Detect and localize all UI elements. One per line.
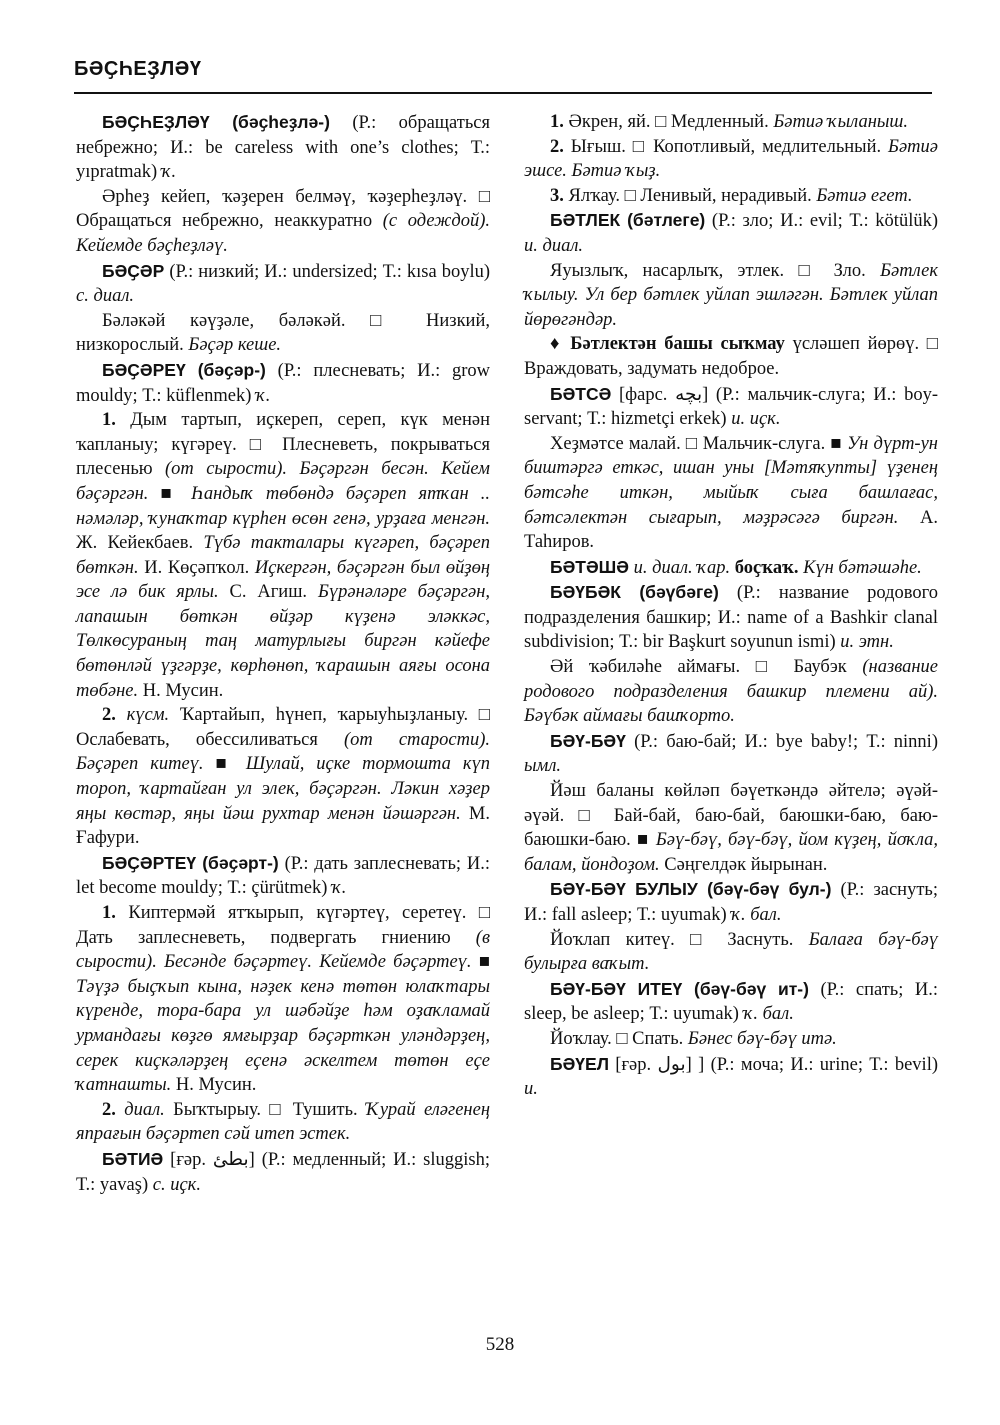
entry-basharey-head: БӘҪӘРЕҮ (бәҫәр-) (Р.: плесневать; И.: grow mouldy; Т.: küflenmek) ҡ. bbox=[76, 359, 491, 406]
entry-batsa-head: БӘТСӘ [фарс. بچه] (Р.: мальчик-слуга; И.: boy-servant; Т.: hizmetçi erkek) и. иҫк. bbox=[524, 383, 938, 430]
entry-basharey-sense-2: 2. күсм. Ҡартайып, һүнеп, ҡарыуһыҙланыу. □ Ослабевать, обессиливаться (от старости). Бәҫәреп китеү. ■ Шулай, иҫке тормошта күп тороп, ҡартайған ул элек, бәҫәргән. Ләкин хәҙер яңы көстәр, яңы йәш рухтар менән йәшәргән. М. Ғафури. bbox=[76, 705, 491, 849]
left-column bbox=[76, 110, 490, 1197]
header-rule bbox=[74, 92, 932, 94]
entry-batlek-idiom: ♦ Бәтлектән башы сыҡмау үсләшеп йөрөү. □ Враждовать, задумать недоброе. bbox=[524, 334, 938, 379]
entry-batlek-head: БӘТЛЕК (бәтлеге) (Р.: зло; И.: evil; Т.: kötülük) и. диал. bbox=[524, 210, 938, 256]
running-head: БӘҪҺЕҘЛӘҮ bbox=[74, 58, 202, 80]
entry-bashar-sense: Бәләкәй кәүҙәле, бәләкәй. □ Низкий, низкорослый. Бәҫәр кеше. bbox=[76, 310, 490, 356]
entry-batia-sense-2: 2. Ығыш. □ Копотливый, медлительный. Бәтиә эшсе. Бәтиә ҡыҙ. bbox=[524, 136, 938, 182]
entry-basharey-sense-1: 1. Дым тартып, иҫкереп, сереп, күк менән ҡапланыу; күгәреү. □ Плесневеть, покрываться плесенью (от сырости). Бәҫәргән бесән. Кейем бәҫәргән. ■ Һандыҡ төбөндә бәҫәреп ятҡан .. нәмәләр, ҡунаҡтар күрһен өсөн генә, урҙаға менгән. Ж. Кейекбаев. Түбә такталары күгәреп, бәҫәреп бөткән. И. Көҫәпҡол. Иҫкергән, бәҫәргән был өйҙөң эсе лә бик ярлы. С. Агиш. Бүрәнәләре бәҫәргән, лапашын бөткән өйҙәр күҙенә эләккәс, Төлкөсураның таң матурлығы биргән кәйефе бөтөнләй үҙгәрҙе, көрһөнөп, ҡарашын аяғы осона төбәне. Н. Мусин. bbox=[76, 410, 491, 701]
entry-bau-bau-sense: Йәш баланы көйләп бәүеткәндә әйтелә; әүәй-әүәй. □ Бай-бай, баю-бай, баюшки-баю, баю-баюшки-баю. ■ Бәү-бәү, бәү-бәү, йом күҙең, йоҡла, балам, йондоҙом. Сәңгелдәк йырынан. bbox=[524, 781, 938, 875]
entry-bashartey-sense-1: 1. Киптермәй ятҡырып, күгәртеү, серетеү. □ Дать заплесневеть, подвергать гниению (в сырости). Бесәнде бәҫәртеү. Кейемде бәҫәртеү. ■ Тәүҙә быҫҡып кына, нәҙек кенә төтөн юлаҡтары күренде, тора-бара ул шәбәйҙе һәм оҙаҡламай урмандағы көҙгө ямғырҙар бәҫәрткән уләндәрҙең, серек киҫкәләрҙең еҫенә әскелтем төтөн еҫе ҡатнашты. Н. Мусин. bbox=[76, 903, 490, 1096]
entry-batia-head: БӘТИӘ [ғәр. بطئ] (Р.: медленный; И.: sluggish; Т.: yavaş) с. иҫк. bbox=[76, 1148, 490, 1195]
entry-bau-bau-iteu-head: БӘҮ-БӘҮ ИТЕҮ (бәү-бәү ит-) (Р.: спать; И.: sleep, be asleep; Т.: uyumak) ҡ. бал. bbox=[524, 978, 938, 1025]
entry-batsa-sense: Хеҙмәтсе малай. □ Мальчик-слуга. ■ Ун дүрт-ун биштәргә еткәс, ишан уны [Мәтяҡупты] үҙенең бәтсәһе иткән, мыйыҡ сыға башлағас, бәтсәлектән сығарып, мәҙрәсәгә биргән. А. Таһиров. bbox=[524, 433, 938, 553]
entry-bau-bau-buliu-head: БӘҮ-БӘҮ БУЛЫУ (бәү-бәү бул-) (Р.: заснуть; И.: fall asleep; Т.: uyumak) ҡ. бал. bbox=[524, 879, 938, 925]
entry-bau-bau-head: БӘҮ-БӘҮ (Р.: баю-бай; И.: bye baby!; Т.: ninni) ымл. bbox=[524, 730, 938, 777]
entry-baubak-head: БӘҮБӘК (бәүбәге) (Р.: название родового подразделения башкир; И.: name of a Bashkir clanal subdivision; Т.: bir Başkurt soyunun ismi) и. этн. bbox=[524, 582, 938, 653]
entry-bau-bau-buliu-sense: Йоҡлап китеү. □ Заснуть. Балаға бәү-бәү булырға ваҡыт. bbox=[524, 929, 938, 975]
page-number: 528 bbox=[485, 1334, 515, 1355]
entry-bashezlau-head: БӘҪҺЕҘЛӘҮ (бәҫһеҙлә-) (Р.: обращаться небрежно; И.: be careless with one’s clothes; Т.: yıpratmak) ҡ. bbox=[76, 112, 491, 183]
entry-bashezlau-sense: Әрһеҙ кейеп, ҡәҙерен белмәү, ҡәҙерһеҙләү. □ Обращаться небрежно, неаккуратно (с одеждой). Кейемде бәҫһеҙләү. bbox=[76, 186, 490, 256]
entry-bau-bau-iteu-sense: Йоҡлау. □ Спать. Бәнес бәү-бәү итә. bbox=[550, 1028, 837, 1049]
entry-batlek-sense: Яуызлыҡ, насарлыҡ, этлек. □ Зло. Бәтлек ҡылыу. Ул бер бәтлек уйлап эшләгән. Бәтлек уйлап йөрөгәндәр. bbox=[524, 260, 938, 330]
entry-batia-sense-1: 1. Әкрен, яй. □ Медленный. Бәтиә ҡыланыш. bbox=[550, 112, 909, 132]
entry-bauel-head: БӘҮЕЛ [ғәр. بول] ] (Р.: моча; И.: urine; Т.: bevil) и. bbox=[524, 1053, 938, 1100]
right-column bbox=[524, 110, 938, 1102]
entry-baubak-sense: Әй ҡәбиләһе аймағы. □ Баубэк (название родового подразделения башкир племени ай). Бәүбәк аймағы башҡорто. bbox=[524, 657, 938, 727]
entry-batasha: БӘТӘШӘ и. диал. ҡар. боҫҡаҡ. Күн бәтәшәһе. bbox=[550, 556, 922, 578]
entry-bashartey-head: БӘҪӘРТЕҮ (бәҫәрт-) (Р.: дать заплесневать; И.: let become mouldy; Т.: çürütmek) ҡ. bbox=[76, 852, 491, 899]
entry-bashartey-sense-2: 2. диал. Быҡтырыу. □ Тушить. Ҡурай еләгенең япрағын бәҫәртеп сәй итеп эстек. bbox=[76, 1099, 490, 1145]
entry-batia-sense-3: 3. Ялҡау. □ Ленивый, нерадивый. Бәтиә егет. bbox=[550, 185, 913, 206]
entry-bashar-head: БӘҪӘР (Р.: низкий; И.: undersized; Т.: kısa boylu) с. диал. bbox=[76, 260, 490, 307]
